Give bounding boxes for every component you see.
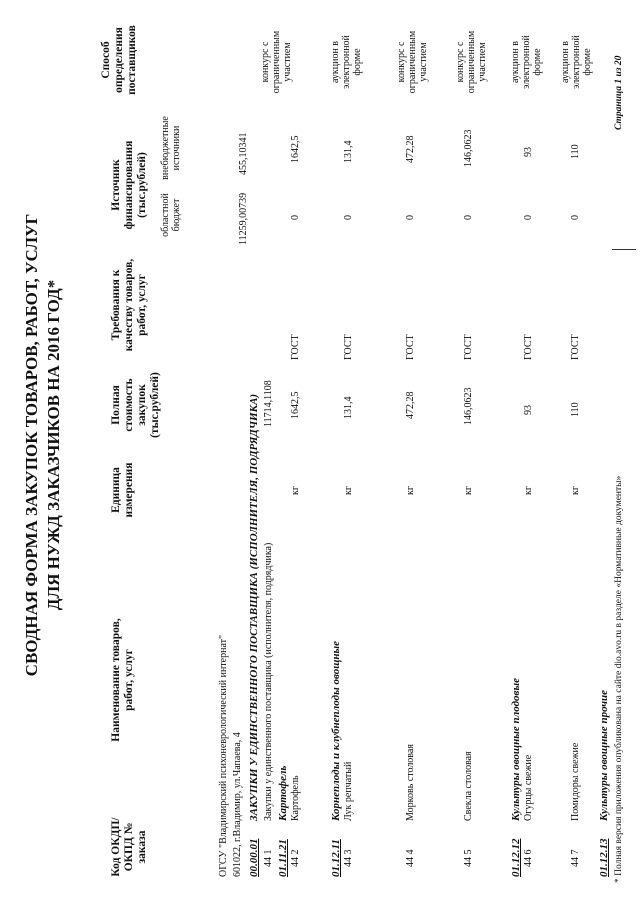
row-req: ГОСТ: [290, 334, 301, 360]
section-total: 11714,1108: [263, 380, 274, 427]
group-code: 01.11.21: [277, 839, 289, 877]
group-title: Культуры овощные прочие: [598, 689, 610, 821]
group-code: 01.12.11: [330, 839, 342, 877]
row-cost: 472,28: [405, 391, 416, 419]
row-method: аукцион в электронной форме: [510, 35, 543, 89]
row-extra: 1642,5: [290, 135, 301, 163]
row-budget: 0: [405, 215, 416, 220]
row-budget: 0: [343, 215, 354, 220]
row-unit: кг: [463, 486, 474, 495]
row-name: Морковь столовая: [405, 744, 416, 821]
row-number: 44 5: [463, 849, 474, 867]
row-name: Помидоры свежие: [570, 742, 581, 821]
section-title: ЗАКУПКИ У ЕДИНСТВЕННОГО ПОСТАВЩИКА (ИСПОЛНИТЕЛЯ, ПОДРЯДЧИКА): [248, 393, 260, 821]
row-extra: 146,0623: [463, 129, 474, 167]
row-method: аукцион в электронной форме: [560, 35, 593, 89]
row-extra: 110: [570, 144, 581, 159]
row-unit: кг: [405, 486, 416, 495]
row-number: 44 7: [570, 849, 581, 867]
group-title: Корнеплоды и клубнеплоды овощные: [330, 640, 342, 821]
row-cost: 110: [570, 402, 581, 417]
header-unit: Единица измерения: [110, 462, 135, 518]
org-address: 601022, г.Владимир, ул.Чапаева, 4: [232, 732, 243, 877]
row-budget: 0: [290, 215, 301, 220]
row-req: ГОСТ: [463, 334, 474, 360]
row-method: конкурс с ограниченным участием: [455, 30, 488, 94]
header-cost: Полная стоимость закупок (тыс.рублей): [110, 372, 161, 438]
group-title: Культуры овощные плодовые: [510, 678, 522, 821]
row-cost: 146,0623: [463, 387, 474, 425]
row-number: 44 6: [523, 849, 534, 867]
row-extra: 472,28: [405, 135, 416, 163]
group-title: Картофель: [277, 765, 289, 821]
row-req: ГОСТ: [343, 334, 354, 360]
header-finance: Источник финансирования (тыс.рублей): [110, 140, 148, 230]
header-code: Код ОКДП/ ОКПД № заказа: [110, 817, 148, 877]
row-name: Лук репчатый: [343, 761, 354, 821]
row-cost: 1642,5: [290, 391, 301, 419]
section-row-no: 44 1: [263, 849, 274, 867]
row-cost: 93: [523, 405, 534, 415]
header-extra: внебюджетные источники: [160, 116, 182, 180]
header-name: Наименование товаров, работ, услуг: [110, 618, 135, 742]
row-budget: 0: [523, 215, 534, 220]
row-extra: 131,4: [343, 140, 354, 163]
group-code: 01.12.12: [510, 838, 522, 877]
row-name: Свекла столовая: [463, 751, 474, 821]
margin-rule: [612, 249, 636, 250]
row-req: ГОСТ: [405, 334, 416, 360]
section-row-label: Закупки у единственного поставщика (исполнителя, подрядчика): [263, 542, 274, 821]
header-budget: областной бюджет: [160, 193, 182, 237]
row-method: конкурс с ограниченным участием: [396, 30, 429, 94]
org-extra-total: 455,10341: [238, 132, 249, 175]
org-budget-total: 11259,00739: [238, 192, 249, 245]
row-req: ГОСТ: [570, 334, 581, 360]
row-extra: 93: [523, 147, 534, 157]
footnote: * Полная версия приложения опубликована на сайте dio.avo.ru в разделе «Нормативные документы»: [614, 475, 624, 883]
row-method: аукцион в электронной форме: [330, 35, 363, 89]
doc-title-line2: ДЛЯ НУЖД ЗАКАЗЧИКОВ НА 2016 ГОД*: [44, 279, 63, 611]
section-code: 00.00.01: [248, 838, 260, 877]
header-method: Способ определения поставщиков: [100, 25, 138, 95]
row-unit: кг: [570, 486, 581, 495]
row-number: 44 2: [290, 849, 301, 867]
row-number: 44 4: [405, 849, 416, 867]
row-req: ГОСТ: [523, 334, 534, 360]
row-cost: 131,4: [343, 396, 354, 419]
row-unit: кг: [343, 486, 354, 495]
row-number: 44 3: [343, 849, 354, 867]
org-name: ОГСУ "Владимирский психоневрологический интернат": [218, 634, 229, 877]
row-budget: 0: [570, 215, 581, 220]
row-unit: кг: [523, 486, 534, 495]
group-code: 01.12.13: [598, 838, 610, 877]
row-unit: кг: [290, 486, 301, 495]
page-number: Страница 1 из 20: [614, 55, 624, 130]
row-name: Огурцы свежие: [523, 754, 534, 821]
row-budget: 0: [463, 215, 474, 220]
row-name: Картофель: [290, 775, 301, 821]
doc-title-line1: СВОДНАЯ ФОРМА ЗАКУПОК ТОВАРОВ, РАБОТ, УСЛУГ: [22, 213, 41, 677]
header-requirements: Требования к качеству товаров, работ, услуг: [110, 258, 148, 352]
row-method: конкурс с ограниченным участием: [260, 30, 293, 94]
